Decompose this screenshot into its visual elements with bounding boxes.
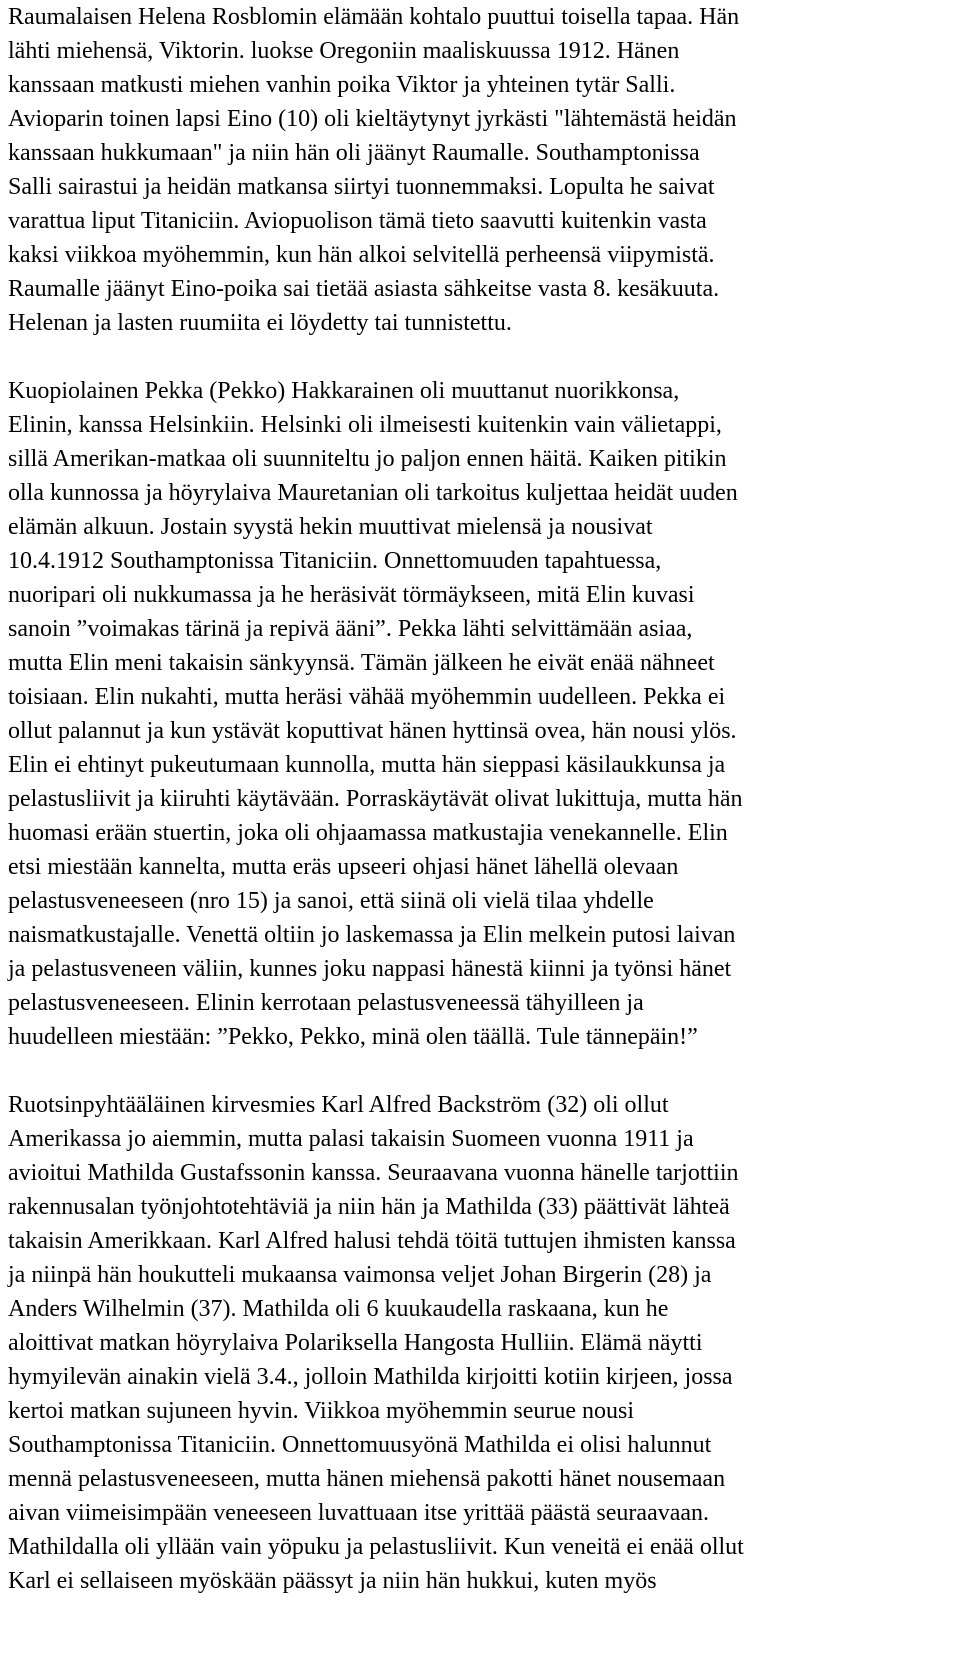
text-line: rakennusalan työnjohtotehtäviä ja niin hän ja Mathilda (33) päättivät lähteä (8, 1194, 730, 1220)
text-line: huomasi erään stuertin, joka oli ohjaamassa matkustajia venekannelle. Elin (8, 820, 728, 846)
text-line: pelastusliivit ja kiiruhti käytävään. Porraskäytävät olivat lukittuja, mutta hän (8, 786, 743, 812)
text-line: Avioparin toinen lapsi Eino (10) oli kieltäytynyt jyrkästi "lähtemästä heidän (8, 106, 737, 132)
text-line: Helenan ja lasten ruumiita ei löydetty tai tunnistettu. (8, 310, 512, 336)
text-line: toisiaan. Elin nukahti, mutta heräsi vähää myöhemmin uudelleen. Pekka ei (8, 684, 726, 710)
text-line: nuoripari oli nukkumassa ja he heräsivät törmäykseen, mitä Elin kuvasi (8, 582, 695, 608)
text-line: Mathildalla oli yllään vain yöpuku ja pelastusliivit. Kun veneitä ei enää ollut (8, 1534, 744, 1560)
text-line: Elinin, kanssa Helsinkiin. Helsinki oli ilmeisesti kuitenkin vain välietappi, (8, 412, 722, 438)
text-line: aloittivat matkan höyrylaiva Polariksella Hangosta Hulliin. Elämä näytti (8, 1330, 703, 1356)
text-line: pelastusveneeseen (nro 15) ja sanoi, että siinä oli vielä tilaa yhdelle (8, 888, 654, 914)
text-line: pelastusveneeseen. Elinin kerrotaan pelastusveneessä tähyilleen ja (8, 990, 644, 1016)
text-line: naismatkustajalle. Venettä oltiin jo laskemassa ja Elin melkein putosi laivan (8, 922, 736, 948)
text-line: varattua liput Titaniciin. Aviopuolison tämä tieto saavutti kuitenkin vasta (8, 208, 707, 234)
text-line: kanssaan hukkumaan" ja niin hän oli jäänyt Raumalle. Southamptonissa (8, 140, 700, 166)
text-line: kaksi viikkoa myöhemmin, kun hän alkoi selvitellä perheensä viipymistä. (8, 242, 715, 268)
text-line: Salli sairastui ja heidän matkansa siirtyi tuonnemmaksi. Lopulta he saivat (8, 174, 715, 200)
text-line: elämän alkuun. Jostain syystä hekin muuttivat mielensä ja nousivat (8, 514, 653, 540)
text-line: mennä pelastusveneeseen, mutta hänen miehensä pakotti hänet nousemaan (8, 1466, 726, 1492)
text-line: 10.4.1912 Southamptonissa Titaniciin. Onnettomuuden tapahtuessa, (8, 548, 662, 574)
text-line: etsi miestään kannelta, mutta eräs upseeri ohjasi hänet lähellä olevaan (8, 854, 679, 880)
text-line: Anders Wilhelmin (37). Mathilda oli 6 kuukaudella raskaana, kun he (8, 1296, 669, 1322)
text-line: lähti miehensä, Viktorin. luokse Oregoniin maaliskuussa 1912. Hänen (8, 38, 680, 64)
text-line: sillä Amerikan-matkaa oli suunniteltu jo paljon ennen häitä. Kaiken pitikin (8, 446, 727, 472)
paragraph-rosblom (8, 0, 948, 340)
text-line: avioitui Mathilda Gustafssonin kanssa. Seuraavana vuonna hänelle tarjottiin (8, 1160, 739, 1186)
text-line: huudelleen miestään: ”Pekko, Pekko, minä olen täällä. Tule tännepäin!” (8, 1024, 698, 1050)
text-line: ja pelastusveneen väliin, kunnes joku nappasi hänestä kiinni ja työnsi hänet (8, 956, 732, 982)
text-line: Kuopiolainen Pekka (Pekko) Hakkarainen oli muuttanut nuorikkonsa, (8, 378, 680, 404)
text-line: Southamptonissa Titaniciin. Onnettomuusyönä Mathilda ei olisi halunnut (8, 1432, 712, 1458)
text-line: kanssaan matkusti miehen vanhin poika Viktor ja yhteinen tytär Salli. (8, 72, 676, 98)
paragraph-backstrom (8, 1088, 948, 1598)
text-line: takaisin Amerikkaan. Karl Alfred halusi tehdä töitä tuttujen ihmisten kanssa (8, 1228, 736, 1254)
text-line: ja niinpä hän houkutteli mukaansa vaimonsa veljet Johan Birgerin (28) ja (8, 1262, 712, 1288)
paragraph-gap (8, 340, 948, 374)
text-line: Elin ei ehtinyt pukeutumaan kunnolla, mutta hän sieppasi käsilaukkunsa ja (8, 752, 726, 778)
text-line: Raumalaisen Helena Rosblomin elämään kohtalo puuttui toisella tapaa. Hän (8, 4, 740, 30)
text-line: aivan viimeisimpään veneeseen luvattuaan itse yrittää päästä seuraavaan. (8, 1500, 710, 1526)
paragraph-hakkarainen (8, 374, 948, 1054)
paragraph-gap (8, 1054, 948, 1088)
text-line: Karl ei sellaiseen myöskään päässyt ja niin hän hukkui, kuten myös (8, 1568, 657, 1594)
text-line: hymyilevän ainakin vielä 3.4., jolloin Mathilda kirjoitti kotiin kirjeen, jossa (8, 1364, 733, 1390)
text-line: Raumalle jäänyt Eino-poika sai tietää asiasta sähkeitse vasta 8. kesäkuuta. (8, 276, 720, 302)
text-line: Amerikassa jo aiemmin, mutta palasi takaisin Suomeen vuonna 1911 ja (8, 1126, 694, 1152)
text-line: ollut palannut ja kun ystävät koputtivat hänen hyttinsä ovea, hän nousi ylös. (8, 718, 737, 744)
text-line: sanoin ”voimakas tärinä ja repivä ääni”. Pekka lähti selvittämään asiaa, (8, 616, 693, 642)
document-page (8, 0, 948, 1598)
text-line: mutta Elin meni takaisin sänkyynsä. Tämän jälkeen he eivät enää nähneet (8, 650, 715, 676)
text-line: Ruotsinpyhtääläinen kirvesmies Karl Alfred Backström (32) oli ollut (8, 1092, 669, 1118)
text-line: olla kunnossa ja höyrylaiva Mauretanian oli tarkoitus kuljettaa heidät uuden (8, 480, 738, 506)
text-line: kertoi matkan sujuneen hyvin. Viikkoa myöhemmin seurue nousi (8, 1398, 635, 1424)
